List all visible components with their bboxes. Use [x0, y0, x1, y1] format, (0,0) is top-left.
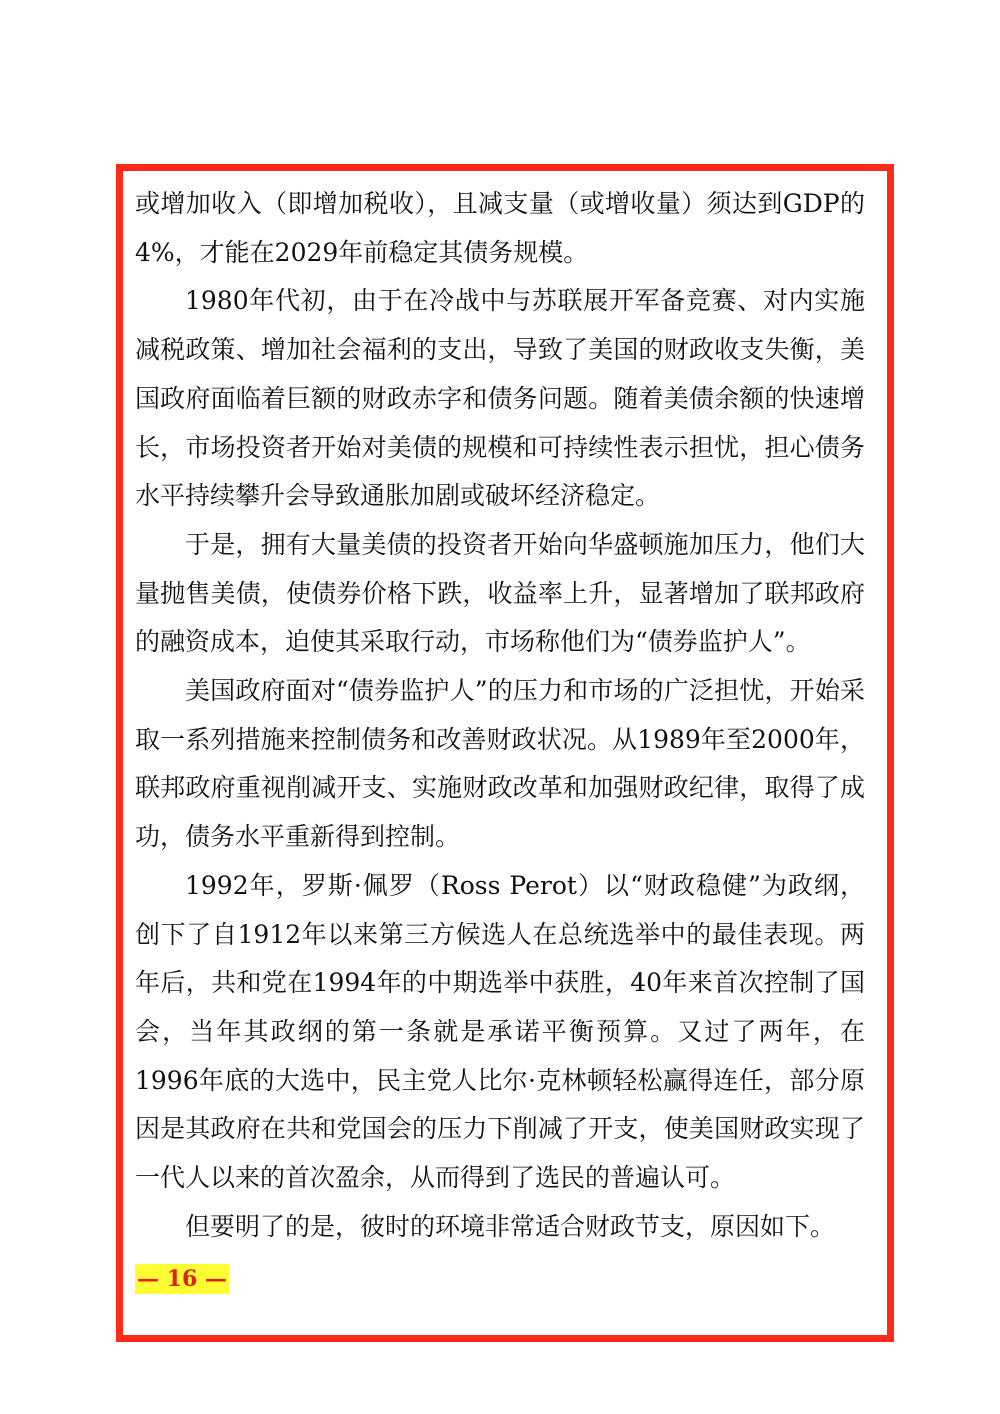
paragraph-continuation: 或增加收入（即增加税收），且减支量（或增收量）须达到GDP的4%，才能在2029年前稳定其债务规模。 — [135, 189, 865, 267]
page-number: — 16 — — [137, 1266, 227, 1292]
paragraph-conclusion: 但要明了的是，彼时的环境非常适合财政节支，原因如下。 — [185, 1211, 836, 1241]
paragraph-government-response: 美国政府面对“债券监护人”的压力和市场的广泛担忧，开始采取一系列措施来控制债务和改善财政状况。从1989年至2000年，联邦政府重视削减开支、实施财政改革和加强财政纪律，取得了成功，债务水平重新得到控制。 — [135, 676, 865, 852]
paragraph-bond-vigilantes: 于是，拥有大量美债的投资者开始向华盛顿施加压力，他们大量抛售美债，使债券价格下跌，收益率上升，显著增加了联邦政府的融资成本，迫使其采取行动，市场称他们为“债券监护人”。 — [135, 529, 865, 657]
document-body — [135, 180, 865, 1251]
paragraph-1980s: 1980年代初，由于在冷战中与苏联展开军备竞赛、对内实施减税政策、增加社会福利的支出，导致了美国的财政收支失衡，美国政府面临着巨额的财政赤字和债务问题。随着美债余额的快速增长，市场投资者开始对美债的规模和可持续性表示担忧，担心债务水平持续攀升会导致通胀加剧或破坏经济稳定。 — [135, 286, 865, 511]
paragraph-1992-election: 1992年，罗斯·佩罗（Ross Perot）以“财政稳健”为政纲，创下了自1912年以来第三方候选人在总统选举中的最佳表现。两年后，共和党在1994年的中期选举中获胜，40年来首次控制了国会，当年其政纲的第一条就是承诺平衡预算。又过了两年，在1996年底的大选中，民主党人比尔·克林顿轻松赢得连任，部分原因是其政府在共和党国会的压力下削减了开支，使美国财政实现了一代人以来的首次盈余，从而得到了选民的普遍认可。 — [135, 870, 865, 1193]
